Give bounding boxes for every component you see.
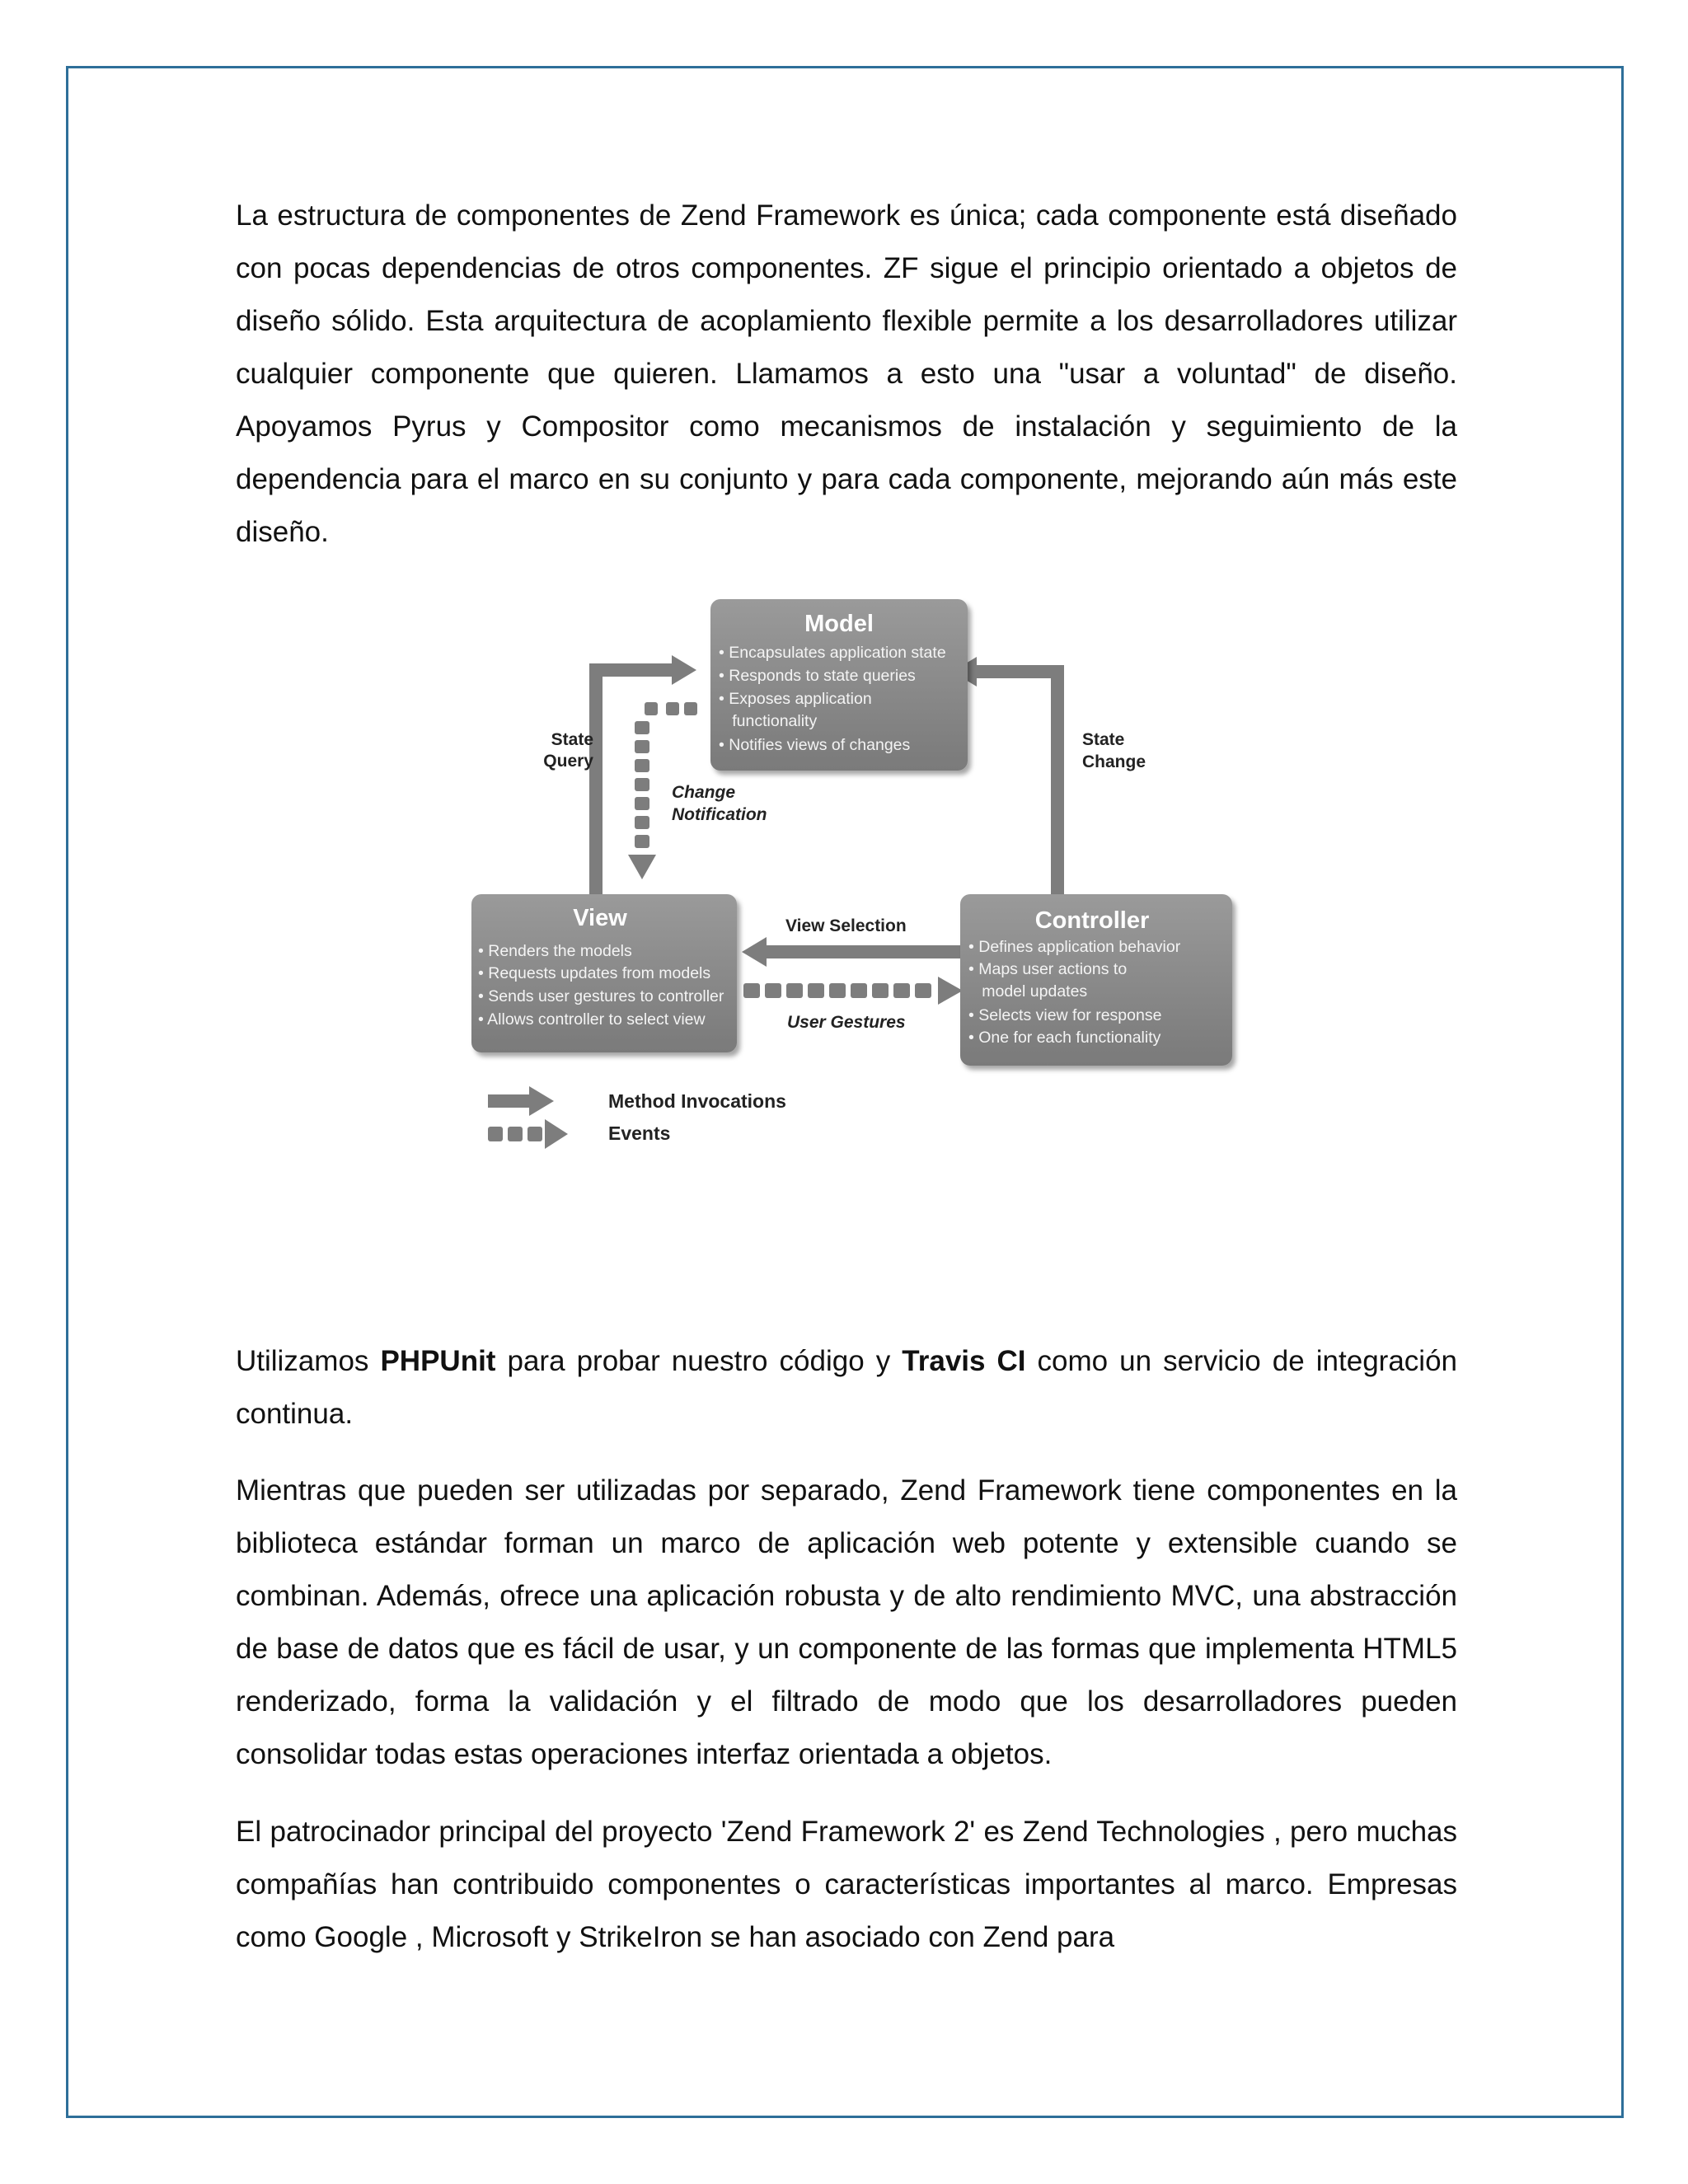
state-change-label: State: [1082, 730, 1125, 749]
controller-item: • One for each functionality: [968, 1029, 1161, 1047]
model-title: Model: [804, 611, 874, 637]
paragraph-testing: [236, 1335, 1457, 1441]
model-item: functionality: [719, 712, 818, 730]
state-query-label: State: [551, 730, 593, 749]
view-title: View: [573, 905, 627, 931]
model-item: • Exposes application: [719, 690, 872, 708]
change-notification-label: Change: [672, 783, 736, 802]
model-box: [710, 599, 968, 771]
user-gestures-label: User Gestures: [787, 1013, 906, 1032]
controller-item: • Defines application behavior: [968, 938, 1181, 956]
view-box: [471, 894, 737, 1052]
legend-events: [488, 1119, 670, 1149]
paragraph-sponsor: El patrocinador principal del proyecto 'Zend Framework 2' es Zend Technologies , pero muchas compañías han contribuido componentes o características importantes al marco. Empresas como Google , Microsoft y StrikeIron se han asociado con Zend para: [236, 1816, 1457, 1953]
controller-item: • Selects view for response: [968, 1006, 1162, 1024]
controller-item: • Maps user actions to: [968, 960, 1128, 978]
legend-method-invocations-label: Method Invocations: [608, 1090, 786, 1112]
view-item: • Allows controller to select view: [478, 1010, 706, 1029]
legend-method-invocations: [488, 1086, 786, 1116]
p2-text: como un servicio de integración continua.: [236, 1345, 1458, 1430]
p2-text: Utilizamos: [236, 1345, 381, 1377]
view-selection-arrow: [742, 937, 960, 967]
controller-title: Controller: [1034, 907, 1150, 934]
view-item: • Sends user gestures to controller: [478, 987, 724, 1005]
user-gestures-arrow: [743, 977, 963, 1005]
phpunit-name: PHPUnit: [380, 1345, 496, 1377]
mvc-diagram: [453, 589, 1245, 1150]
view-selection-label: View Selection: [785, 916, 907, 935]
view-item: • Renders the models: [478, 942, 632, 960]
travis-ci-name: Travis CI: [902, 1345, 1026, 1377]
paragraph-library: Mientras que pueden ser utilizadas por separado, Zend Framework tiene componentes en la biblioteca estándar forman un marco de aplicación web potente y extensible cuando se combinan. Además, ofrece una aplicación robusta y de alto rendimiento MVC, una abstracción de base de datos que es fácil de usar, y un componente de las formas que implementa HTML5 renderizado, forma la validación y el filtrado de modo que los desarrolladores pueden consolidar todas estas operaciones interfaz orientada a objetos.: [236, 1474, 1457, 1770]
state-change-label: Change: [1082, 752, 1146, 771]
model-item: • Encapsulates application state: [719, 644, 946, 662]
model-item: • Responds to state queries: [719, 667, 916, 685]
legend-events-label: Events: [608, 1122, 671, 1144]
model-item: • Notifies views of changes: [719, 736, 911, 754]
state-query-label: Query: [543, 752, 593, 771]
paragraph-component-structure: La estructura de componentes de Zend Framework es única; cada componente está diseñado con pocas dependencias de otros componentes. ZF sigue el principio orientado a objetos de diseño sólido. Esta arquitectura de acoplamiento flexible permite a los desarrolladores utilizar cualquier componente que quieren. Llamamos a esto una "usar a voluntad" de diseño. Apoyamos Pyrus y Compositor como mecanismos de instalación y seguimiento de la dependencia para el marco en su conjunto y para cada componente, mejorando aún más este diseño.: [236, 199, 1457, 548]
change-notification-label: Notification: [672, 805, 767, 824]
controller-box: [960, 894, 1232, 1066]
state-change-arrow: [952, 657, 1064, 898]
p2-text: para probar nuestro código y: [495, 1345, 903, 1377]
controller-item: model updates: [968, 982, 1088, 1001]
view-item: • Requests updates from models: [478, 964, 711, 982]
